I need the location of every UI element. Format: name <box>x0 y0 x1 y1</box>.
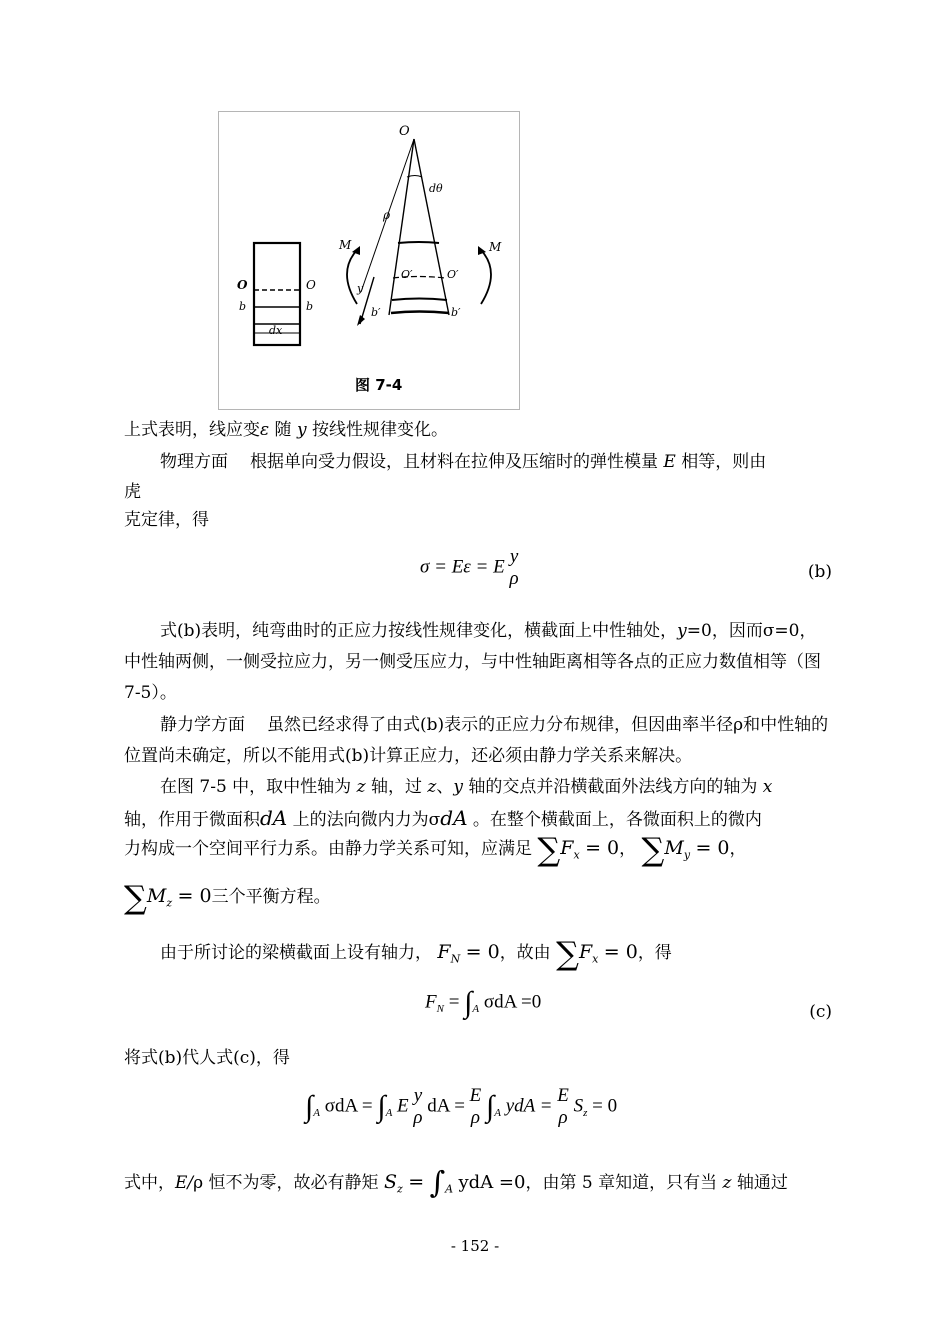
symbol-e-over: E/ <box>175 1173 194 1193</box>
figure-7-4 <box>218 111 520 410</box>
eq-d5: ydA = <box>505 1095 553 1117</box>
label-b-left: b <box>239 300 247 313</box>
text: 上的法向微内力为σ <box>287 810 441 830</box>
sector-top-arc <box>398 242 439 243</box>
figure-caption: 图 7-4 <box>355 376 403 394</box>
text: 根据单向受力假设，且材料在拉伸及压缩时的弹性模量 <box>250 452 664 472</box>
eq-d8: = 0 <box>592 1095 618 1117</box>
symbol-y: y <box>453 777 463 797</box>
text: ，由第 5 章知道，只有当 <box>525 1173 723 1193</box>
eq-c-sub: N <box>436 1003 444 1016</box>
text: ， <box>619 839 637 859</box>
text: 式(b)表明，纯弯曲时的正应力按线性规律变化，横截面上中性轴处， <box>160 621 678 641</box>
eq-int-sub: A <box>494 1107 501 1120</box>
eq-c-int-sub: A <box>472 1003 480 1016</box>
label-dtheta: dθ <box>429 182 443 195</box>
paragraph-strain <box>124 415 832 446</box>
paragraph-stress-linear <box>124 616 832 709</box>
eq-c-equals: = <box>448 991 460 1013</box>
text: 力构成一个空间平行力系。由静力学关系可知，应满足 <box>124 839 532 859</box>
eq-fn-sub: N <box>450 952 461 966</box>
sector-bottom-arc <box>391 312 449 314</box>
eq-d6-den: ρ <box>558 1107 568 1128</box>
eq-d4-num: E <box>469 1085 482 1106</box>
sum-symbol: ∑ <box>124 878 147 917</box>
eq-c-f: F <box>425 991 437 1013</box>
text: 、 <box>436 777 454 797</box>
label-o-prime-1: O′ <box>401 268 413 281</box>
eq-b-num: y <box>509 546 519 567</box>
paragraph-equilibrium <box>124 828 844 875</box>
sum-symbol: ∑ <box>537 830 561 869</box>
label-b-prime-1: b′ <box>371 306 381 319</box>
symbol-epsilon: ε <box>260 420 270 440</box>
integral-symbol: ∫ <box>464 986 473 1019</box>
equation-c <box>425 986 541 1020</box>
sector-fiber-arc <box>392 299 447 301</box>
eq-my-sub: y <box>683 848 691 862</box>
y-arrowhead <box>357 315 365 326</box>
label-b-prime-2: b′ <box>451 306 461 319</box>
text-line: 虎 <box>124 482 141 502</box>
symbol-rho: ρ <box>193 1173 204 1193</box>
text: 虽然已经求得了由式(b)表示的正应力分布规律，但因曲率半径ρ和中性轴的位置尚未确定，所以不能用式(b)计算正应力，还必须由静力学关系来解决。 <box>124 715 829 766</box>
sum-symbol: ∑ <box>641 830 665 869</box>
paragraph-substitute: 将式(b)代人式(c)，得 <box>124 1048 290 1068</box>
label-y: y <box>357 282 364 295</box>
text: 式中， <box>124 1173 175 1193</box>
sector-left-edge <box>389 139 414 315</box>
sum-symbol: ∑ <box>556 934 579 973</box>
eq-c-body: σdA =0 <box>483 991 542 1013</box>
moment-arrow-left <box>347 250 357 304</box>
text: 轴的交点并沿横截面外法线方向的轴为 <box>462 777 763 797</box>
eq-sz-equals: = <box>408 1171 425 1193</box>
equation-substituted <box>305 1085 617 1129</box>
eq-zero: = 0 <box>585 837 620 859</box>
eq-mz-sub: z <box>166 896 173 910</box>
text: 三个平衡方程。 <box>211 887 331 907</box>
eq-d2: E <box>397 1095 409 1117</box>
label-m-right: M <box>489 240 502 254</box>
eq-zero: = 0 <box>603 941 638 963</box>
sector-right-edge <box>414 139 449 315</box>
eq-d1: σdA = <box>324 1095 373 1117</box>
symbol-z: z <box>427 777 437 797</box>
equation-tag-c: (c) <box>809 1002 832 1022</box>
text: 轴，作用于微面积 <box>124 810 260 830</box>
paragraph-static-moment <box>124 1162 844 1209</box>
text: ，得 <box>637 943 672 963</box>
integral-symbol: ∫ <box>305 1090 314 1123</box>
label-b-left2: b <box>306 300 314 313</box>
text: 由于所讨论的梁横截面上设有轴力， <box>160 943 432 963</box>
eq-my: M <box>664 837 684 859</box>
eq-d2-num: y <box>413 1085 423 1106</box>
text: =0，因而σ=0，中性轴两侧，一侧受拉应力，另一侧受压应力，与中性轴距离相等各点的正应力数值相等（图 7-5）。 <box>124 621 821 703</box>
paragraph-statics <box>124 710 832 772</box>
symbol-dA: dA <box>440 806 468 830</box>
text: 恒不为零，故必有静矩 <box>203 1173 379 1193</box>
eq-zero: = 0 <box>177 885 212 907</box>
eq-int-sub: A <box>313 1107 320 1120</box>
text: ，故由 <box>499 943 551 963</box>
symbol-dA: dA <box>260 806 288 830</box>
text: 上式表明，线应变 <box>124 420 260 440</box>
integral-symbol: ∫ <box>429 1165 446 1201</box>
equation-b <box>420 546 519 590</box>
moment-arrow-right <box>481 250 491 304</box>
eq-fx: F <box>578 941 593 963</box>
eq-sz: S <box>383 1171 397 1193</box>
text: 轴通过 <box>731 1173 788 1193</box>
text: 。在整个横截面上，各微面积上的微内 <box>467 810 762 830</box>
equation-tag-b: (b) <box>807 562 832 582</box>
label-m-left: M <box>339 238 352 252</box>
eq-d3: dA = <box>427 1095 465 1117</box>
text: 轴，过 <box>365 777 428 797</box>
eq-d7-sub: z <box>583 1107 588 1120</box>
integral-symbol: ∫ <box>486 1090 495 1123</box>
paragraph-axial-force <box>160 932 672 979</box>
text: 随 <box>269 420 297 440</box>
label-rho: ρ <box>383 208 391 222</box>
eq-d2-den: ρ <box>413 1107 423 1128</box>
text: 在图 7-5 中，取中性轴为 <box>160 777 357 797</box>
eq-int-sub: A <box>445 1182 454 1196</box>
label-o-left2: O <box>306 278 316 292</box>
eq-d6-num: E <box>557 1085 569 1106</box>
symbol-y: y <box>296 420 307 440</box>
eq-zero: = 0 <box>465 941 500 963</box>
text-line: 克定律，得 <box>124 510 209 530</box>
label-dx: dx <box>269 324 283 337</box>
symbol-y: y <box>677 621 687 641</box>
eq-fx: F <box>560 837 574 859</box>
eq-b-den: ρ <box>509 568 519 589</box>
label-o-prime-2: O′ <box>447 268 459 281</box>
eq-b-lhs: σ = Eε = E <box>420 556 505 578</box>
section-head-physics: 物理方面 <box>160 452 228 472</box>
eq-int-sub: A <box>385 1107 393 1120</box>
integral-symbol: ∫ <box>377 1090 386 1123</box>
text: 按线性规律变化。 <box>306 420 448 440</box>
symbol-z: z <box>356 777 366 797</box>
symbol-x: x <box>762 777 773 797</box>
section-head-statics: 静力学方面 <box>160 715 245 735</box>
symbol-e: E <box>663 452 676 472</box>
eq-mz: M <box>146 885 167 907</box>
eq-d7: S <box>573 1095 584 1117</box>
eq-fx-sub: x <box>573 848 580 862</box>
eq-d4-den: ρ <box>470 1107 481 1128</box>
text: ， <box>729 839 747 859</box>
eq-sz-sub: z <box>396 1182 403 1196</box>
text: 相等，则由 <box>675 452 767 472</box>
eq-zero: = 0 <box>695 837 730 859</box>
label-o-top: O <box>399 124 410 139</box>
eq-fx-sub: x <box>592 952 599 966</box>
eq-fn: F <box>437 941 451 963</box>
label-o-left: O <box>237 278 248 292</box>
eq-sz-body: ydA =0 <box>458 1172 526 1193</box>
paragraph-equilibrium-line2 <box>124 876 331 923</box>
beam-bending-diagram <box>219 112 519 409</box>
page-number: - 152 - <box>450 1237 500 1255</box>
paragraph-physics <box>124 447 832 478</box>
paragraph-axes <box>124 772 832 803</box>
symbol-z: z <box>722 1173 732 1193</box>
